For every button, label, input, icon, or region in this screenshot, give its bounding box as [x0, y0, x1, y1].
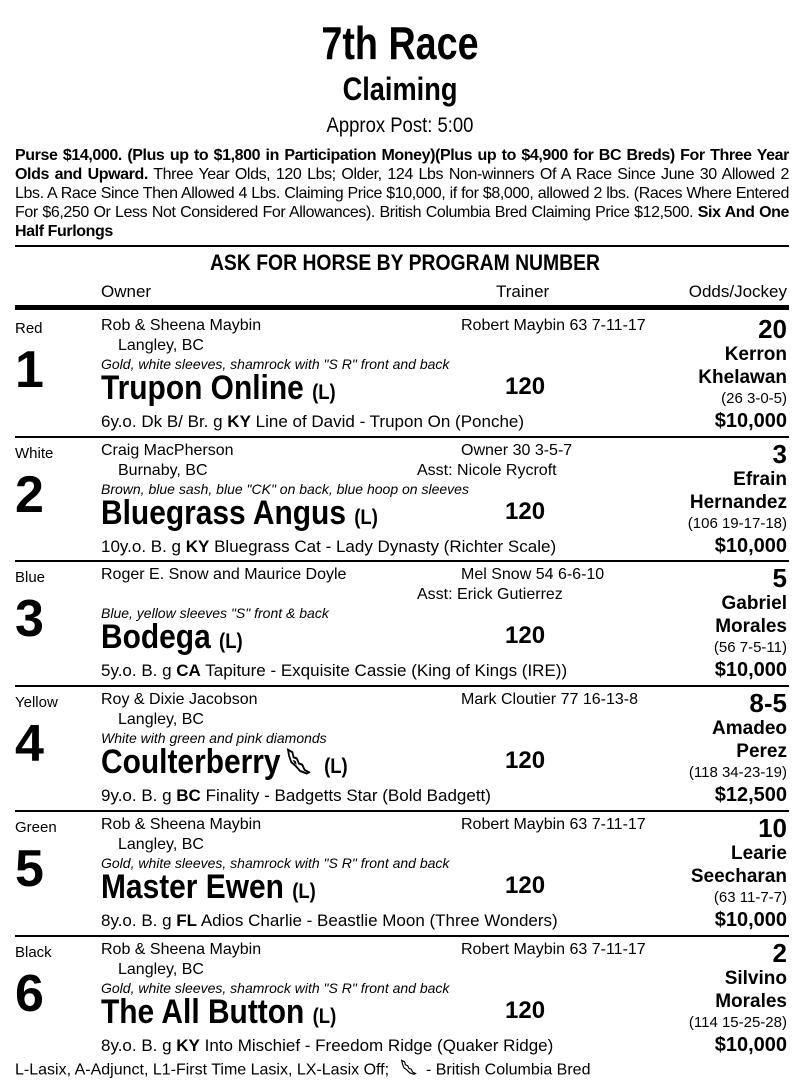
jockey-stats: (26 3-0-5): [721, 390, 787, 407]
age-sex-color: 6y.o. Dk B/ Br. g: [101, 412, 228, 431]
jockey-first-name: Learie: [731, 842, 787, 864]
assistant-trainer: Asst: Nicole Rycroft: [417, 461, 557, 479]
saddlecloth-color: Yellow: [15, 694, 58, 712]
horse-name: Coulterberry: [101, 743, 281, 782]
age-sex-color: 9y.o. B. g: [101, 786, 177, 806]
silks-description: White with green and pink diamonds: [101, 730, 327, 747]
medication-code: (L): [324, 755, 348, 779]
horse-name-line: [101, 491, 378, 540]
jockey-last-name: Perez: [736, 741, 787, 763]
owner-city: Burnaby, BC: [118, 461, 208, 479]
breeding-state: BC: [176, 786, 201, 806]
age-sex-color: 10y.o. B. g: [101, 536, 186, 556]
horse-name-line: [101, 366, 336, 415]
top-rule: [15, 245, 789, 247]
entry-row: [0, 437, 810, 562]
horse-name-line: [101, 990, 336, 1039]
post-time: Approx Post: 5:00: [326, 114, 474, 137]
trainer: Robert Maybin 63 7-11-17: [461, 317, 646, 334]
morning-line-odds: 20: [758, 314, 787, 344]
jockey-last-name: Seecharan: [690, 865, 787, 887]
weight: 120: [505, 497, 546, 525]
trainer: Robert Maybin 63 7-11-17: [461, 815, 646, 833]
entry-row: [0, 561, 810, 686]
sire-dam: Adios Charlie - Beastlie Moon (Three Wonders): [197, 910, 558, 930]
weight: 120: [505, 622, 546, 650]
pedigree: [101, 411, 524, 432]
silks-description: Gold, white sleeves, shamrock with "S R" front and back: [101, 356, 450, 372]
weight: 120: [505, 996, 546, 1024]
horse-name: The All Button: [101, 992, 305, 1031]
program-number: 4: [15, 715, 44, 774]
sire-dam: Bluegrass Cat - Lady Dynasty (Richter Scale): [209, 536, 557, 556]
claiming-price: $10,000: [714, 534, 787, 557]
jockey-first-name: Amadeo: [712, 718, 787, 740]
pedigree: [101, 910, 558, 931]
pedigree: [101, 536, 556, 557]
program-number-instruction: ASK FOR HORSE BY PROGRAM NUMBER: [209, 250, 601, 275]
owner-column-header: Owner: [101, 282, 152, 301]
owner-name: Rob & Sheena Maybin: [101, 940, 262, 958]
medication-code: (L): [219, 630, 243, 654]
jockey-last-name: Morales: [715, 990, 787, 1012]
race-conditions: [15, 146, 789, 241]
breeding-state: FL: [176, 910, 198, 930]
trainer: Mark Cloutier 77 16-13-8: [461, 691, 638, 709]
jockey-stats: (114 15-25-28): [688, 1013, 787, 1031]
purse-text: Purse $14,000. (Plus up to $1,800 in Participation Money)(Plus up to $4,900 for BC Breds) For Three Year Olds and Upward.: [15, 147, 789, 183]
silks-description: Blue, yellow sleeves "S" front & back: [101, 605, 329, 622]
trainer: Mel Snow 54 6-6-10: [461, 566, 605, 584]
claiming-price: $12,500: [714, 784, 787, 807]
owner-name: Rob & Sheena Maybin: [101, 815, 262, 833]
entry-row: [0, 936, 810, 1061]
owner-name: Roy & Dixie Jacobson: [101, 691, 258, 709]
age-sex-color: 8y.o. B. g: [101, 910, 177, 930]
silks-description: Gold, white sleeves, shamrock with "S R" front and back: [101, 854, 450, 871]
horse-name: Trupon Online: [101, 369, 304, 407]
breeding-state: CA: [176, 661, 201, 681]
entry-row: [0, 686, 810, 811]
distance-text: Six And One Half Furlongs: [15, 204, 789, 240]
owner-name: Craig MacPherson: [101, 441, 234, 459]
morning-line-odds: 5: [772, 563, 787, 594]
claiming-price: $10,000: [714, 1033, 787, 1056]
horse-name-line: [101, 865, 316, 914]
program-number: 2: [15, 465, 44, 524]
horse-name-line: [101, 740, 348, 789]
saddlecloth-color: Black: [15, 943, 52, 961]
odds-jockey-column-header: Odds/Jockey: [688, 282, 787, 301]
jockey-stats: (63 11-7-7): [713, 888, 787, 906]
owner-name: Rob & Sheena Maybin: [101, 317, 262, 334]
silks-description: Gold, white sleeves, shamrock with "S R" front and back: [101, 979, 450, 996]
jockey-first-name: Silvino: [724, 967, 787, 989]
assistant-trainer: Asst: Erick Gutierrez: [417, 586, 563, 604]
age-sex-color: 5y.o. B. g: [101, 661, 177, 681]
horse-name: Master Ewen: [101, 867, 284, 906]
weight: 120: [505, 373, 546, 400]
conditions-body: Three Year Olds, 120 Lbs; Older, 124 Lbs Non-winners Of A Race Since June 30 Allowed 2 Lbs. A Race Since Then Allowed 4 Lbs. Claiming Price $10,000, if for $8,000, allowed 2 lbs. (Races Where Entered For $6,250 Or Less Not Considered For Allowances). British Columbia Bred Claiming Price $12,500.: [15, 166, 789, 221]
jockey-last-name: Khelawan: [698, 367, 787, 388]
morning-line-odds: 2: [772, 937, 787, 968]
program-number: 5: [15, 839, 44, 898]
owner-city: Langley, BC: [118, 960, 204, 978]
claiming-price: $10,000: [714, 659, 787, 682]
pedigree: [101, 785, 491, 806]
entry-row: [0, 312, 810, 437]
age-sex-color: 8y.o. B. g: [101, 1035, 177, 1055]
jockey-first-name: Gabriel: [721, 593, 787, 615]
saddlecloth-color: White: [15, 444, 54, 462]
saddlecloth-color: Red: [15, 320, 43, 337]
bc-map-icon: [400, 1059, 418, 1082]
program-number: 6: [15, 964, 44, 1023]
claiming-price: $10,000: [714, 908, 787, 931]
owner-city: Langley, BC: [118, 337, 204, 354]
saddlecloth-color: Blue: [15, 569, 46, 587]
pedigree: [101, 660, 567, 681]
medication-code: (L): [292, 879, 316, 903]
morning-line-odds: 8-5: [749, 688, 787, 719]
legend-footer: [15, 1059, 590, 1082]
claiming-price: $10,000: [714, 410, 787, 432]
header-rule: [15, 305, 789, 310]
bc-bred-icon: [286, 742, 312, 786]
jockey-last-name: Hernandez: [689, 491, 787, 513]
bc-bred-legend: - British Columbia Bred: [421, 1061, 591, 1079]
program-number: 3: [15, 590, 44, 649]
trainer: Owner 30 3-5-7: [461, 441, 573, 459]
jockey-first-name: Efrain: [733, 468, 787, 490]
pedigree: [101, 1035, 553, 1056]
horse-name-line: [101, 615, 243, 664]
medication-code: (L): [312, 381, 336, 404]
breeding-state: KY: [185, 536, 210, 556]
sire-dam: Into Mischief - Freedom Ridge (Quaker Ridge): [199, 1035, 554, 1055]
jockey-stats: (56 7-5-11): [713, 639, 787, 657]
horse-name: Bluegrass Angus: [101, 493, 346, 532]
jockey-last-name: Morales: [715, 616, 787, 638]
weight: 120: [505, 871, 546, 899]
silks-description: Brown, blue sash, blue "CK" on back, blue hoop on sleeves: [101, 480, 469, 497]
breeding-state: KY: [176, 1035, 200, 1055]
breeding-state: KY: [227, 412, 251, 431]
morning-line-odds: 10: [758, 812, 787, 843]
trainer-column-header: Trainer: [496, 282, 550, 301]
medication-legend: L-Lasix, A-Adjunct, L1-First Time Lasix, LX-Lasix Off;: [15, 1061, 394, 1079]
entry-row: [0, 811, 810, 936]
jockey-stats: (106 19-17-18): [687, 514, 787, 532]
jockey-stats: (118 34-23-19): [688, 764, 787, 782]
horse-name: Bodega: [101, 618, 211, 657]
owner-city: Langley, BC: [118, 711, 204, 729]
trainer: Robert Maybin 63 7-11-17: [461, 940, 646, 958]
medication-code: (L): [354, 505, 378, 529]
owner-city: Langley, BC: [118, 835, 204, 853]
program-number: 1: [15, 341, 44, 399]
weight: 120: [505, 747, 546, 775]
jockey-first-name: Kerron: [724, 344, 787, 365]
saddlecloth-color: Green: [15, 818, 57, 836]
race-number-title: 7th Race: [321, 17, 479, 69]
morning-line-odds: 3: [772, 438, 787, 469]
sire-dam: Tapiture - Exquisite Cassie (King of Kings (IRE)): [200, 661, 568, 681]
medication-code: (L): [312, 1004, 337, 1028]
owner-name: Roger E. Snow and Maurice Doyle: [101, 566, 347, 584]
sire-dam: Finality - Badgetts Star (Bold Badgett): [200, 786, 491, 806]
sire-dam: Line of David - Trupon On (Ponche): [250, 412, 525, 431]
race-type-title: Claiming: [342, 71, 458, 107]
